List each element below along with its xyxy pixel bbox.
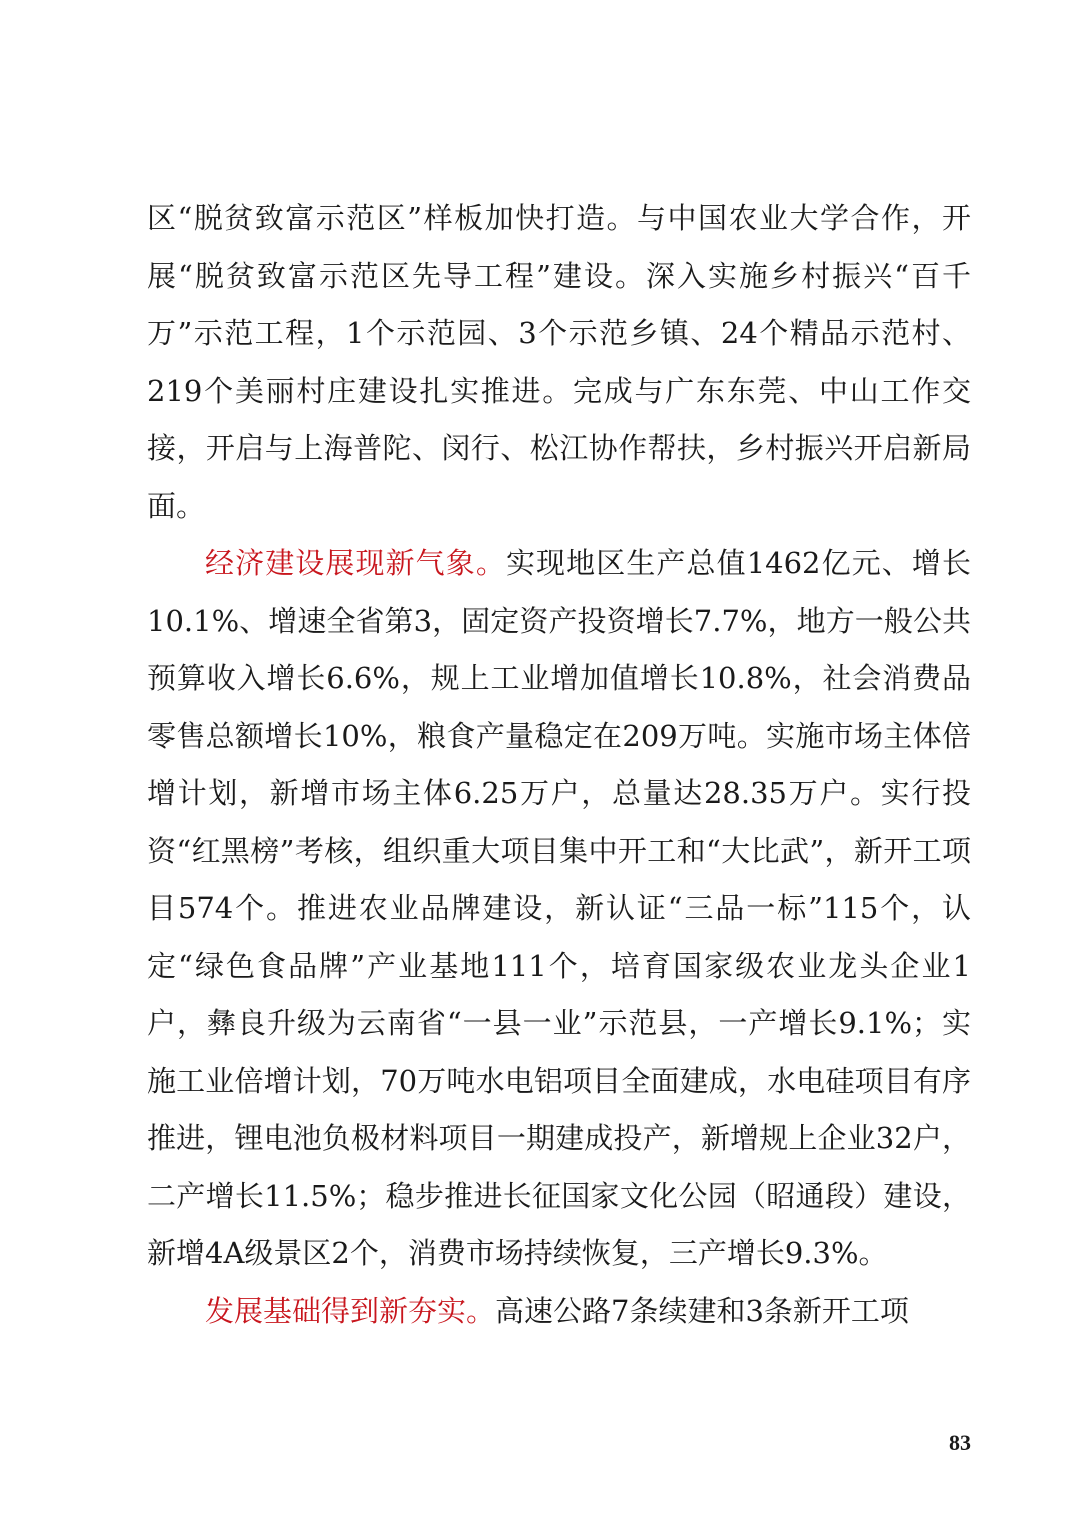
paragraph-rural-revitalization [147,190,971,535]
paragraph-development-foundation [147,1283,971,1341]
paragraph-lead-heading: 发展基础得到新夯实。 [205,1293,496,1328]
paragraph-lead-heading: 经济建设展现新气象。 [205,546,506,580]
paragraph-text: 区“脱贫致富示范区”样板加快打造。与中国农业大学合作，开展“脱贫致富示范区先导工程”建设。深入实施乡村振兴“百千万”示范工程，1个示范园、3个示范乡镇、24个精品示范村、219个美丽村庄建设扎实推进。完成与广东东莞、中山工作交接，开启与上海普陀、闵行、松江协作帮扶，乡村振兴开启新局面。 [147,201,971,523]
page-number: 83 [949,1430,971,1455]
paragraph-text: 实现地区生产总值1462亿元、增长10.1%、增速全省第3，固定资产投资增长7.7%，地方一般公共预算收入增长6.6%，规上工业增加值增长10.8%，社会消费品零售总额增长10%，粮食产量稳定在209万吨。实施市场主体倍增计划，新增市场主体6.25万户，总量达28.35万户。实行投资“红黑榜”考核，组织重大项目集中开工和“大比武”，新开工项目574个。推进农业品牌建设，新认证“三品一标”115个，认定“绿色食品牌”产业基地111个，培育国家级农业龙头企业1户，彝良升级为云南省“一县一业”示范县，一产增长9.1%；实施工业倍增计划，70万吨水电铝项目全面建成，水电硅项目有序推进，锂电池负极材料项目一期建成投产，新增规上企业32户，二产增长11.5%；稳步推进长征国家文化公园（昭通段）建设，新增4A级景区2个，消费市场持续恢复，三产增长9.3%。 [147,546,971,1270]
body-text [147,190,971,1340]
paragraph-economic-construction [147,535,971,1283]
paragraph-text: 高速公路7条续建和3条新开工项 [495,1293,909,1328]
